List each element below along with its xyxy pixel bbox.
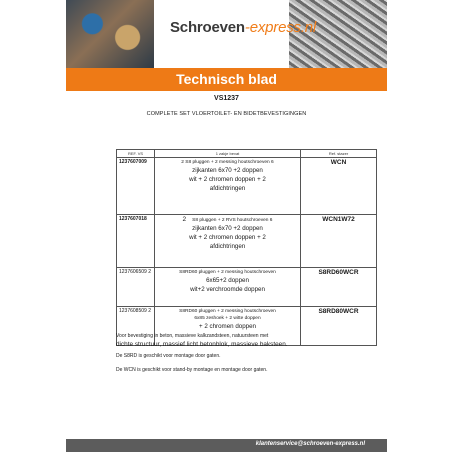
contents-line: 6x65+2 doppen	[206, 277, 249, 284]
ref-cell: 1237607018	[117, 215, 155, 268]
logo-tld: -express.nl	[244, 19, 317, 36]
page-title: Technisch blad	[176, 71, 277, 87]
contents-line: 6x85 zeshoek + 2 witte doppen	[194, 316, 261, 321]
contents-cell	[155, 268, 301, 307]
contents-line: + 2 chromen doppen	[199, 323, 256, 330]
contents-line: S8 pluggen + 2 RVS houtschroeven 6	[192, 218, 273, 223]
contents-line: wit+2 verchroomde doppen	[190, 286, 265, 293]
ref-cell: 1237608509 2	[117, 307, 155, 346]
logo-brand: Schroeven	[170, 19, 245, 36]
header-banner	[66, 0, 387, 68]
note-line: De WCN is geschikt voor stand-by montage en montage door gaten.	[116, 367, 268, 373]
contents-line: S8RD60 pluggen + 2 messing houtschroeven	[179, 309, 276, 314]
ref-cell: 1237607009	[117, 158, 155, 215]
spec-table	[116, 149, 377, 346]
contents-line: zijkanten 6x70 +2 doppen	[192, 167, 263, 174]
product-code: VS1237	[214, 95, 239, 102]
table-row	[117, 268, 377, 307]
toolbox-photo	[66, 0, 154, 68]
column-header-stazer: Ref. stazer	[301, 150, 377, 158]
table-row	[117, 158, 377, 215]
contents-line: 2 S8 pluggen + 2 messing houtschroeven 6	[181, 160, 274, 165]
contents-line: zijkanten 6x70 +2 doppen	[192, 225, 263, 232]
contents-line: wit + 2 chromen doppen + 2	[189, 176, 266, 183]
usage-notes	[116, 332, 386, 374]
contents-line: afdichtringen	[209, 243, 246, 250]
contents-line: wit + 2 chromen doppen + 2	[189, 234, 266, 241]
note-line: Voor bevestiging in beton, massieve kalkzandsteen, natuursteen met	[116, 333, 269, 339]
ref-cell: 1237606509 2	[117, 268, 155, 307]
footer-bar	[66, 439, 387, 452]
product-description: COMPLETE SET VLOERTOILET- EN BIDETBEVESTIGINGEN	[146, 111, 307, 117]
stazer-ref-cell: S8RD60WCR	[301, 268, 377, 307]
stazer-ref-cell: S8RD80WCR	[301, 307, 377, 346]
table-row	[117, 215, 377, 268]
contents-line-with-qty	[157, 216, 298, 224]
contents-line: afdichtringen	[209, 185, 246, 192]
column-header-contents: 1 zakje bevat	[155, 150, 301, 158]
column-header-ref: REF. VS	[117, 150, 155, 158]
table-header-row	[117, 150, 377, 158]
quantity: 2	[182, 216, 187, 223]
contact-email[interactable]: klantenservice@schroeven-express.nl	[255, 441, 365, 447]
note-line: dichte structuur, massief licht betonblok, massieve baksteen.	[116, 341, 288, 348]
brand-logo	[170, 19, 316, 36]
technical-sheet	[66, 0, 387, 452]
stazer-ref-cell: WCN1W72	[301, 215, 377, 268]
note-line: De S8RD is geschikt voor montage door gaten.	[116, 353, 221, 359]
stazer-ref-cell: WCN	[301, 158, 377, 215]
contents-cell	[155, 215, 301, 268]
contents-line: S8RD60 pluggen + 2 messing houtschroeven	[179, 270, 276, 275]
contents-cell	[155, 158, 301, 215]
